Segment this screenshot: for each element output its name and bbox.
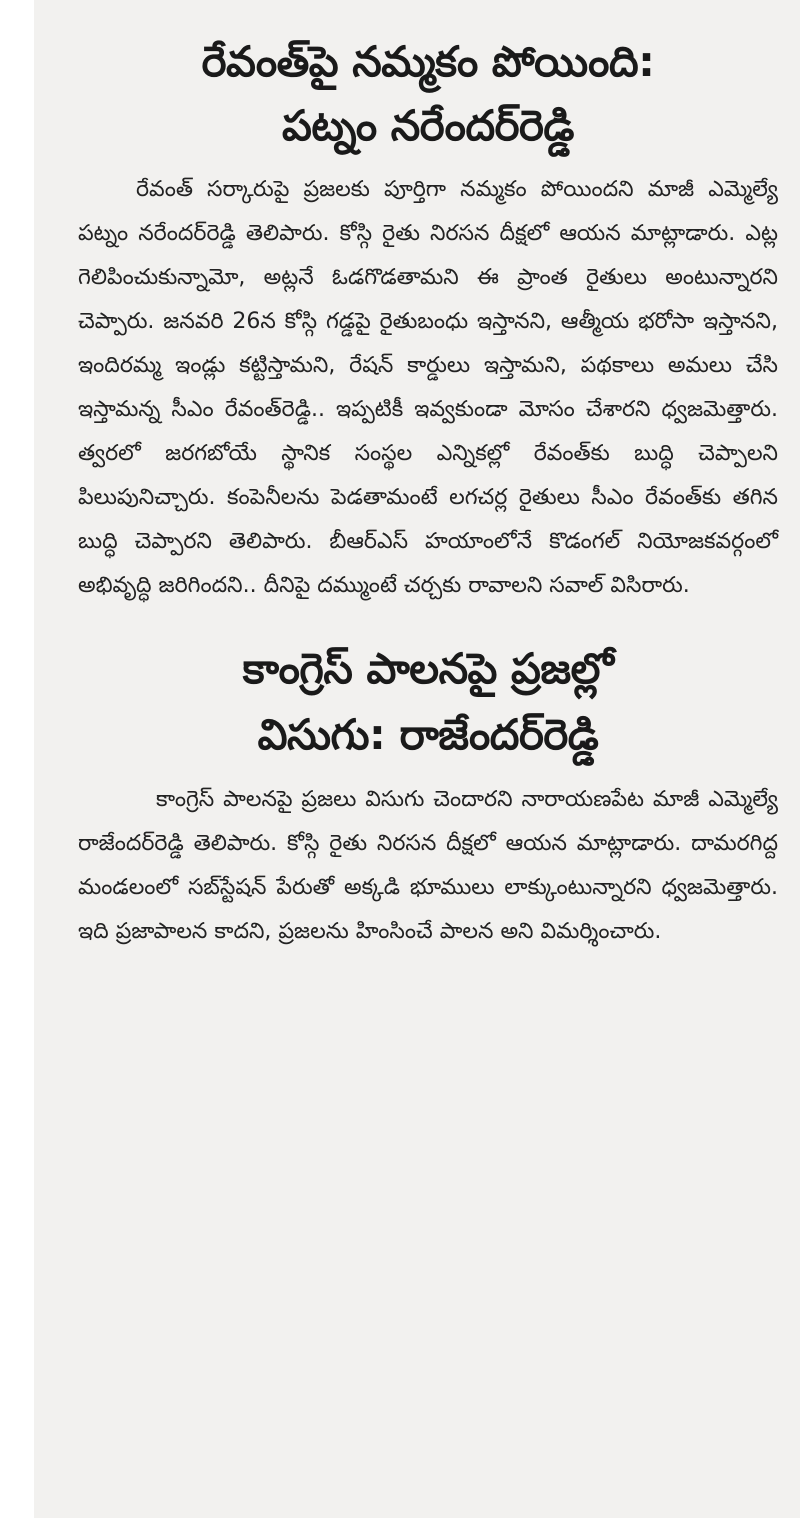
- article-rajender-reddy: [78, 636, 778, 954]
- newspaper-clipping: [34, 0, 800, 1518]
- article-2-headline-line-2: విసుగు: రాజేందర్‌రెడ్డి: [257, 710, 599, 759]
- article-patnam-narender-reddy: [78, 30, 778, 608]
- article-2-body: కాంగ్రెస్ పాలనపై ప్రజలు విసుగు చెందారని నారాయణపేట మాజీ ఎమ్మెల్యే రాజేందర్‌రెడ్డి తెలిపారు. కోస్గి రైతు నిరసన దీక్షలో ఆయన మాట్లాడారు. దామరగిద్ద మండలంలో సబ్‌స్టేషన్ పేరుతో అక్కడి భూములు లాక్కుంటున్నారని ధ్వజమెత్తారు. ఇది ప్రజాపాలన కాదని, ప్రజలను హింసించే పాలన అని విమర్శించారు.: [78, 787, 778, 944]
- article-1-headline-line-2: పట్నం నరేందర్‌రెడ్డి: [282, 101, 574, 150]
- article-2-headline-line-1: కాంగ్రెస్ పాలనపై ప్రజల్లో: [242, 644, 614, 693]
- article-1-headline-line-1: రేవంత్‌పై నమ్మకం పోయింది:: [201, 37, 655, 86]
- article-1-body: రేవంత్ సర్కారుపై ప్రజలకు పూర్తిగా నమ్మకం పోయిందని మాజీ ఎమ్మెల్యే పట్నం నరేందర్‌రెడ్డి తెలిపారు. కోస్గి రైతు నిరసన దీక్షలో ఆయన మాట్లాడారు. ఎట్ల గెలిపించుకున్నామో, అట్లనే ఓడగొడతామని ఈ ప్రాంత రైతులు అంటున్నారని చెప్పారు. జనవరి 26న కోస్గి గడ్డపై రైతుబంధు ఇస్తానని, ఆత్మీయ భరోసా ఇస్తానని, ఇందిరమ్మ ఇండ్లు కట్టిస్తామని, రేషన్ కార్డులు ఇస్తామని, పథకాలు అమలు చేసి ఇస్తామన్న సీఎం రేవంత్‌రెడ్డి.. ఇప్పటికీ ఇవ్వకుండా మోసం చేశారని ధ్వజమెత్తారు. త్వరలో జరగబోయే స్థానిక సంస్థల ఎన్నికల్లో రేవంత్‌కు బుద్ధి చెప్పాలని పిలుపునిచ్చారు. కంపెనీలను పెడతామంటే లగచర్ల రైతులు సీఎం రేవంత్‌కు తగిన బుద్ధి చెప్పారని తెలిపారు. బీఆర్ఎస్ హయాంలోనే కొడంగల్ నియోజకవర్గంలో అభివృద్ధి జరిగిందని.. దీనిపై దమ్ముంటే చర్చకు రావాలని సవాల్ విసిరారు.: [78, 177, 778, 598]
- article-1-headline: [78, 30, 778, 158]
- article-2-headline: [78, 636, 778, 768]
